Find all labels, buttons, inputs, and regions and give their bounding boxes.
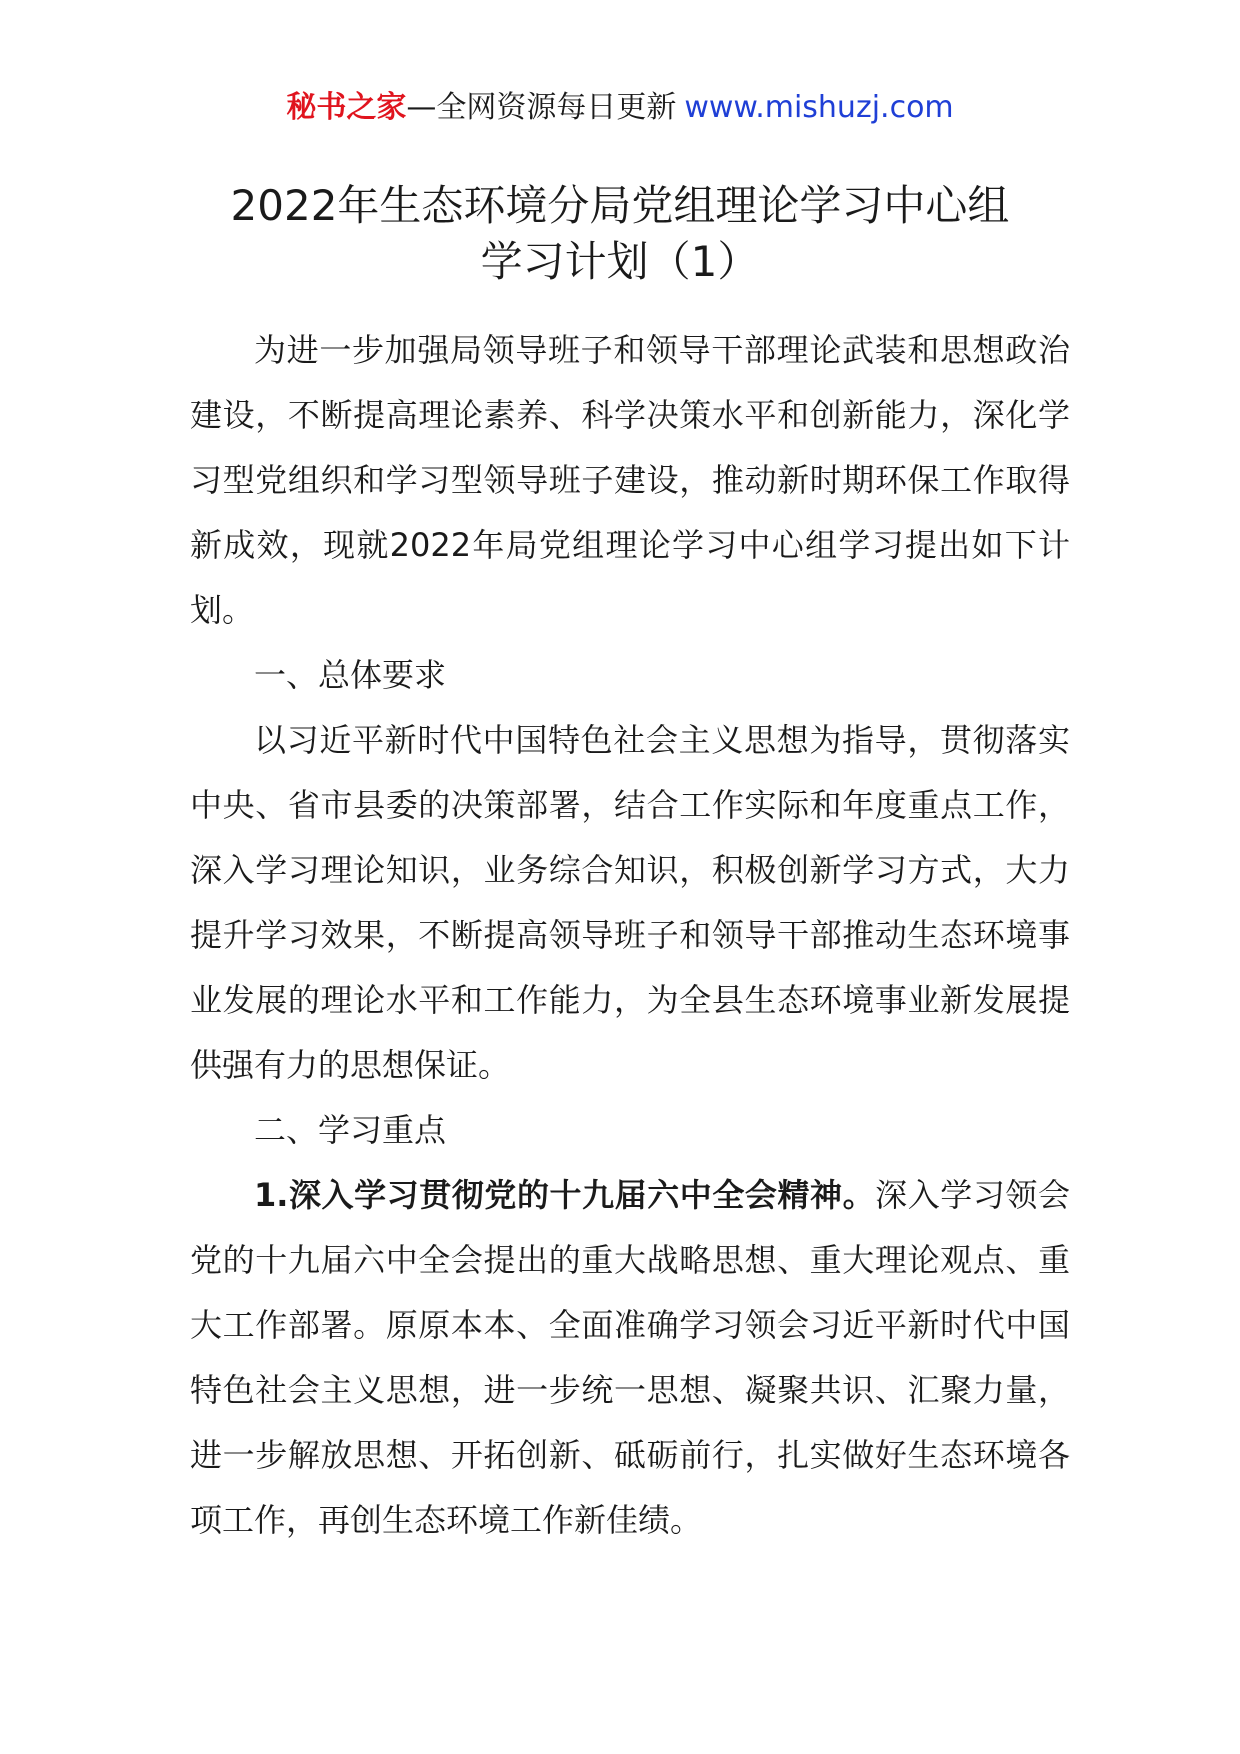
section-heading-study-focus: 二、学习重点	[254, 1111, 447, 1149]
study-item-1-body: 深入学习领会党的十九届六中全会提出的重大战略思想、重大理论观点、重大工作部署。原原本本、全面准确学习领会习近平新时代中国特色社会主义思想，进一步统一思想、凝聚共识、汇聚力量，进一步解放思想、开拓创新、砥砺前行，扎实做好生态环境各项工作，再创生态环境工作新佳绩。	[190, 1176, 1070, 1539]
title-line-2: 学习计划（1）	[480, 237, 760, 286]
general-requirements-paragraph: 以习近平新时代中国特色社会主义思想为指导，贯彻落实中央、省市县委的决策部署，结合工作实际和年度重点工作，深入学习理论知识，业务综合知识，积极创新学习方式，大力提升学习效果，不断提高领导班子和领导干部推动生态环境事业发展的理论水平和工作能力，为全县生态环境事业新发展提供强有力的思想保证。	[190, 721, 1070, 1084]
intro-paragraph: 为进一步加强局领导班子和领导干部理论武装和思想政治建设，不断提高理论素养、科学决策水平和创新能力，深化学习型党组织和学习型领导班子建设，推动新时期环保工作取得新成效，现就2022年局党组理论学习中心组学习提出如下计划。	[190, 331, 1070, 629]
header-slogan: —全网资源每日更新	[406, 90, 677, 125]
document-title	[150, 178, 1090, 290]
title-line-1: 2022年生态环境分局党组理论学习中心组	[230, 181, 1010, 230]
document-body	[190, 318, 1070, 1553]
section-heading-general-requirements: 一、总体要求	[254, 656, 447, 694]
header-url-link[interactable]: www.mishuzj.com	[684, 90, 954, 125]
page-header	[0, 88, 1240, 128]
study-item-1-lead: 1.深入学习贯彻党的十九届六中全会精神。	[254, 1176, 876, 1214]
study-item-1-paragraph	[190, 1163, 1070, 1553]
brand-name: 秘书之家	[286, 90, 407, 125]
